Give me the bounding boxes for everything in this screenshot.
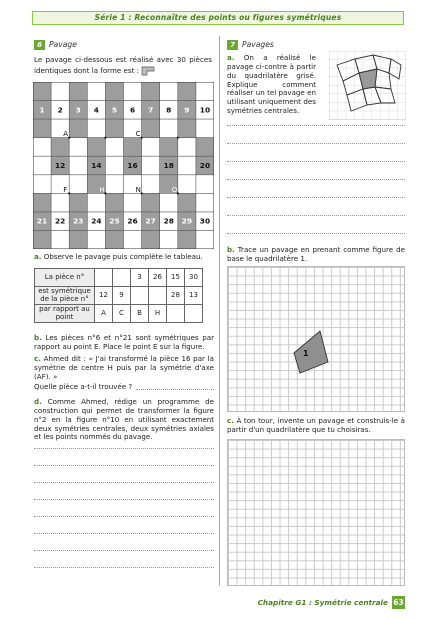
answer-line[interactable] (227, 125, 405, 126)
piece-number-label: 2 (57, 105, 63, 115)
point-label: C (135, 130, 141, 139)
ex7-heading (227, 40, 274, 50)
piece-number-label: 20 (199, 161, 211, 170)
table-cell: H (149, 305, 167, 323)
point-label: D (171, 130, 178, 139)
table-row (35, 287, 203, 305)
point-label: N (135, 185, 141, 194)
piece-number-label: 30 (199, 216, 211, 226)
ex7-qa-text: On a réalisé le pavage ci-contre à partir du quadrilatère grisé. Explique comment réaliser un tel pavage en utilisant uniquement des symétries centrales. (227, 53, 316, 116)
table-cell: 28 (167, 287, 185, 305)
ex6-title: Pavage (49, 40, 77, 50)
table-cell[interactable] (185, 305, 203, 323)
ex6-question-a (34, 253, 214, 262)
table-cell: C (113, 305, 131, 323)
point-label: F (63, 185, 68, 194)
table-cell: 9 (113, 287, 131, 305)
ex6-qc2-text: Quelle pièce a-t-il trouvée ? (34, 382, 133, 391)
row3-header: par rapport au point (35, 305, 95, 323)
ex7-number: 7 (227, 40, 238, 50)
table-cell[interactable] (95, 269, 113, 287)
ex6-intro-text: Le pavage ci-dessous est réalisé avec 30 pièces identiques dont la forme est : (34, 55, 212, 75)
series-header: Série 1 : Reconnaître des points ou figures symétriques (32, 11, 404, 25)
piece-number-label: 28 (163, 216, 174, 226)
piece-number-label: 21 (36, 216, 48, 226)
answer-line[interactable] (34, 482, 214, 483)
answer-line[interactable] (34, 567, 214, 568)
piece-number-label: 13 (73, 161, 84, 170)
table-cell[interactable] (149, 287, 167, 305)
answer-line[interactable] (227, 161, 405, 162)
piece-shape-icon (141, 66, 155, 76)
piece-number-label: 8 (166, 105, 172, 115)
quadrilateral-pavage-figure (329, 51, 406, 120)
ex6-question-c (34, 355, 214, 382)
ex7-qb-text: Trace un pavage en prenant comme figure de base le quadrilatère 1. (227, 245, 405, 263)
piece-number-label: 25 (109, 216, 120, 226)
piece-number-label: 29 (181, 216, 192, 226)
piece-number-label: 22 (55, 216, 66, 226)
ex7-qb-label: b. (227, 245, 235, 254)
point-label: H (99, 185, 105, 194)
table-cell: 30 (185, 269, 203, 287)
answer-line[interactable] (34, 550, 214, 551)
ex6-answer-lines[interactable] (34, 448, 214, 568)
piece-number-label: 16 (127, 161, 138, 170)
ex6-number: 6 (34, 40, 45, 50)
ex6-heading (34, 40, 77, 50)
table-cell: 15 (167, 269, 185, 287)
piece-number-label: 11 (36, 161, 48, 170)
ex6-qc-text: Ahmed dit : « J'ai transformé la pièce 16 par la symétrie de centre H puis par la symétrie d'axe (AF). » (34, 354, 214, 381)
answer-line[interactable] (227, 233, 405, 234)
piece-number-label: 26 (127, 216, 138, 226)
column-divider (219, 36, 220, 586)
piece-number-label: 19 (181, 161, 192, 170)
answer-line[interactable] (136, 389, 214, 390)
ex6-qa-label: a. (34, 252, 42, 261)
piece-number-label: 27 (145, 216, 156, 226)
table-cell[interactable] (113, 269, 131, 287)
piece-number-label: 10 (199, 105, 211, 115)
ex7-qc-label: c. (227, 416, 234, 425)
table-cell[interactable] (131, 287, 149, 305)
piece-number-label: 5 (111, 105, 118, 115)
ex7-answer-lines[interactable] (227, 125, 405, 234)
piece-number-label: 4 (93, 105, 99, 115)
table-cell: 13 (185, 287, 203, 305)
answer-line[interactable] (34, 516, 214, 517)
quadrilateral-1-shape (228, 267, 406, 413)
answer-line[interactable] (34, 448, 214, 449)
answer-line[interactable] (227, 197, 405, 198)
answer-line[interactable] (34, 465, 214, 466)
piece-number-label: 24 (91, 216, 102, 226)
ex7-question-c (227, 417, 405, 435)
symmetry-table (34, 268, 203, 323)
piece-number-label: 6 (129, 105, 136, 115)
piece-number-label: 7 (148, 105, 154, 115)
ex6-qb-text: Les pièces n°6 et n°21 sont symétriques par rapport au point E. Place le point E sur la figure. (34, 333, 215, 351)
row1-header: La pièce n° (35, 269, 95, 287)
ex7-question-b (227, 246, 405, 264)
ex7-qc-text: À ton tour, invente un pavage et construis-le à partir d'un quadrilatère que tu choisiras. (227, 416, 406, 434)
point-label: B (99, 130, 105, 139)
ex7-title: Pavages (242, 40, 274, 50)
answer-line[interactable] (227, 143, 405, 144)
page-footer (258, 596, 405, 609)
ex6-intro (34, 55, 212, 77)
answer-line[interactable] (227, 215, 405, 216)
table-row (35, 269, 203, 287)
ex7-question-a (227, 54, 316, 116)
tessellation-figure (33, 82, 214, 249)
point-label: O (171, 185, 178, 194)
ex6-qd-label: d. (34, 397, 42, 406)
piece-number-label: 3 (75, 105, 81, 115)
table-cell: 26 (149, 269, 167, 287)
answer-line[interactable] (227, 179, 405, 180)
piece-number-label: 23 (73, 216, 84, 226)
row2-header: est symétrique de la pièce n° (35, 287, 95, 305)
answer-line[interactable] (34, 499, 214, 500)
table-cell: 12 (95, 287, 113, 305)
grid-area-c[interactable] (227, 439, 405, 586)
piece-number-label: 15 (109, 161, 120, 170)
ex6-question-d (34, 398, 214, 442)
table-cell: A (95, 305, 113, 323)
table-cell: B (131, 305, 149, 323)
answer-line[interactable] (34, 533, 214, 534)
ex6-question-c2 (34, 383, 214, 392)
piece-number-label: 12 (55, 161, 66, 170)
piece-number-label: 1 (39, 105, 45, 115)
chapter-label: Chapitre G1 : Symétrie centrale (257, 597, 388, 607)
piece-number-label: 9 (184, 105, 190, 115)
ex6-qa-text: Observe le pavage puis complète le tableau. (43, 252, 203, 261)
piece-number-label: 18 (163, 161, 174, 170)
ex6-qc-label: c. (34, 354, 41, 363)
point-label: A (63, 130, 68, 139)
page-number: 63 (392, 596, 405, 609)
piece-number-label: 14 (91, 161, 102, 170)
grid-area-b[interactable] (227, 266, 405, 412)
ex6-question-b (34, 334, 214, 352)
table-cell[interactable] (167, 305, 185, 323)
piece-number-label: 17 (145, 161, 156, 170)
ex6-qb-label: b. (34, 333, 42, 342)
ex6-qd-text: Comme Ahmed, rédige un programme de construction qui permet de transformer la figure n°2 en la figure n°10 en utilisant exactement deux symétries centrales, deux symétries axiales et les points nommés du pavage. (34, 397, 214, 442)
ex7-qa-label: a. (227, 53, 235, 62)
quad-1-label: 1 (303, 349, 309, 358)
table-row (35, 305, 203, 323)
table-cell: 3 (131, 269, 149, 287)
